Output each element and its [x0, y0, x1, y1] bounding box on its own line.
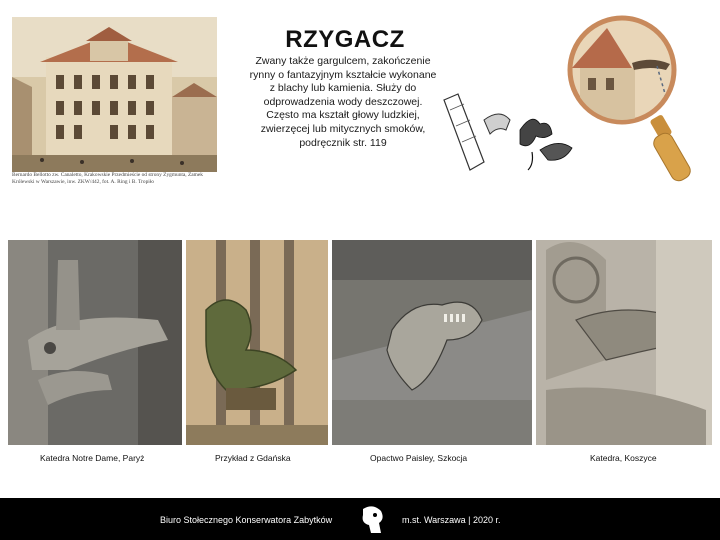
photo-gdansk	[186, 240, 328, 445]
gargoyle-sketch	[440, 90, 580, 185]
magnifying-glass-icon	[562, 8, 712, 190]
canaletto-painting	[12, 17, 217, 172]
caption-gdansk: Przykład z Gdańska	[215, 453, 291, 463]
conservator-logo-icon	[359, 505, 387, 535]
footer-office-name: Biuro Stołecznego Konserwatora Zabytków	[160, 515, 333, 525]
slide-title: RZYGACZ	[285, 26, 405, 53]
footer-city-year: m.st. Warszawa | 2020 r.	[402, 515, 501, 525]
photo-paisley	[332, 240, 532, 445]
definition-text: Zwany także gargulcem, zakończenie rynny o fantazyjnym kształcie wykonane z blachy lub kamienia. Służy do odprowadzenia wody deszczowej. Często ma kształt głowy ludzkiej, zwierzęcej lub mitycznych smoków, podręcznik str. 119	[249, 55, 437, 149]
photo-koszyce	[536, 240, 712, 445]
painting-caption: Bernardo Bellotto zw. Canaletto, Krakowskie Przedmieście od strony Zygmunta, Zamek Królewski w Warszawie, inw. ZKW/442, fot. A. Ring i B. Tropiło	[12, 172, 203, 185]
caption-notre-dame: Katedra Notre Dame, Paryż	[40, 453, 145, 463]
caption-paisley: Opactwo Paisley, Szkocja	[370, 453, 468, 463]
photo-notre-dame	[8, 240, 182, 445]
caption-koszyce: Katedra, Koszyce	[590, 453, 657, 463]
